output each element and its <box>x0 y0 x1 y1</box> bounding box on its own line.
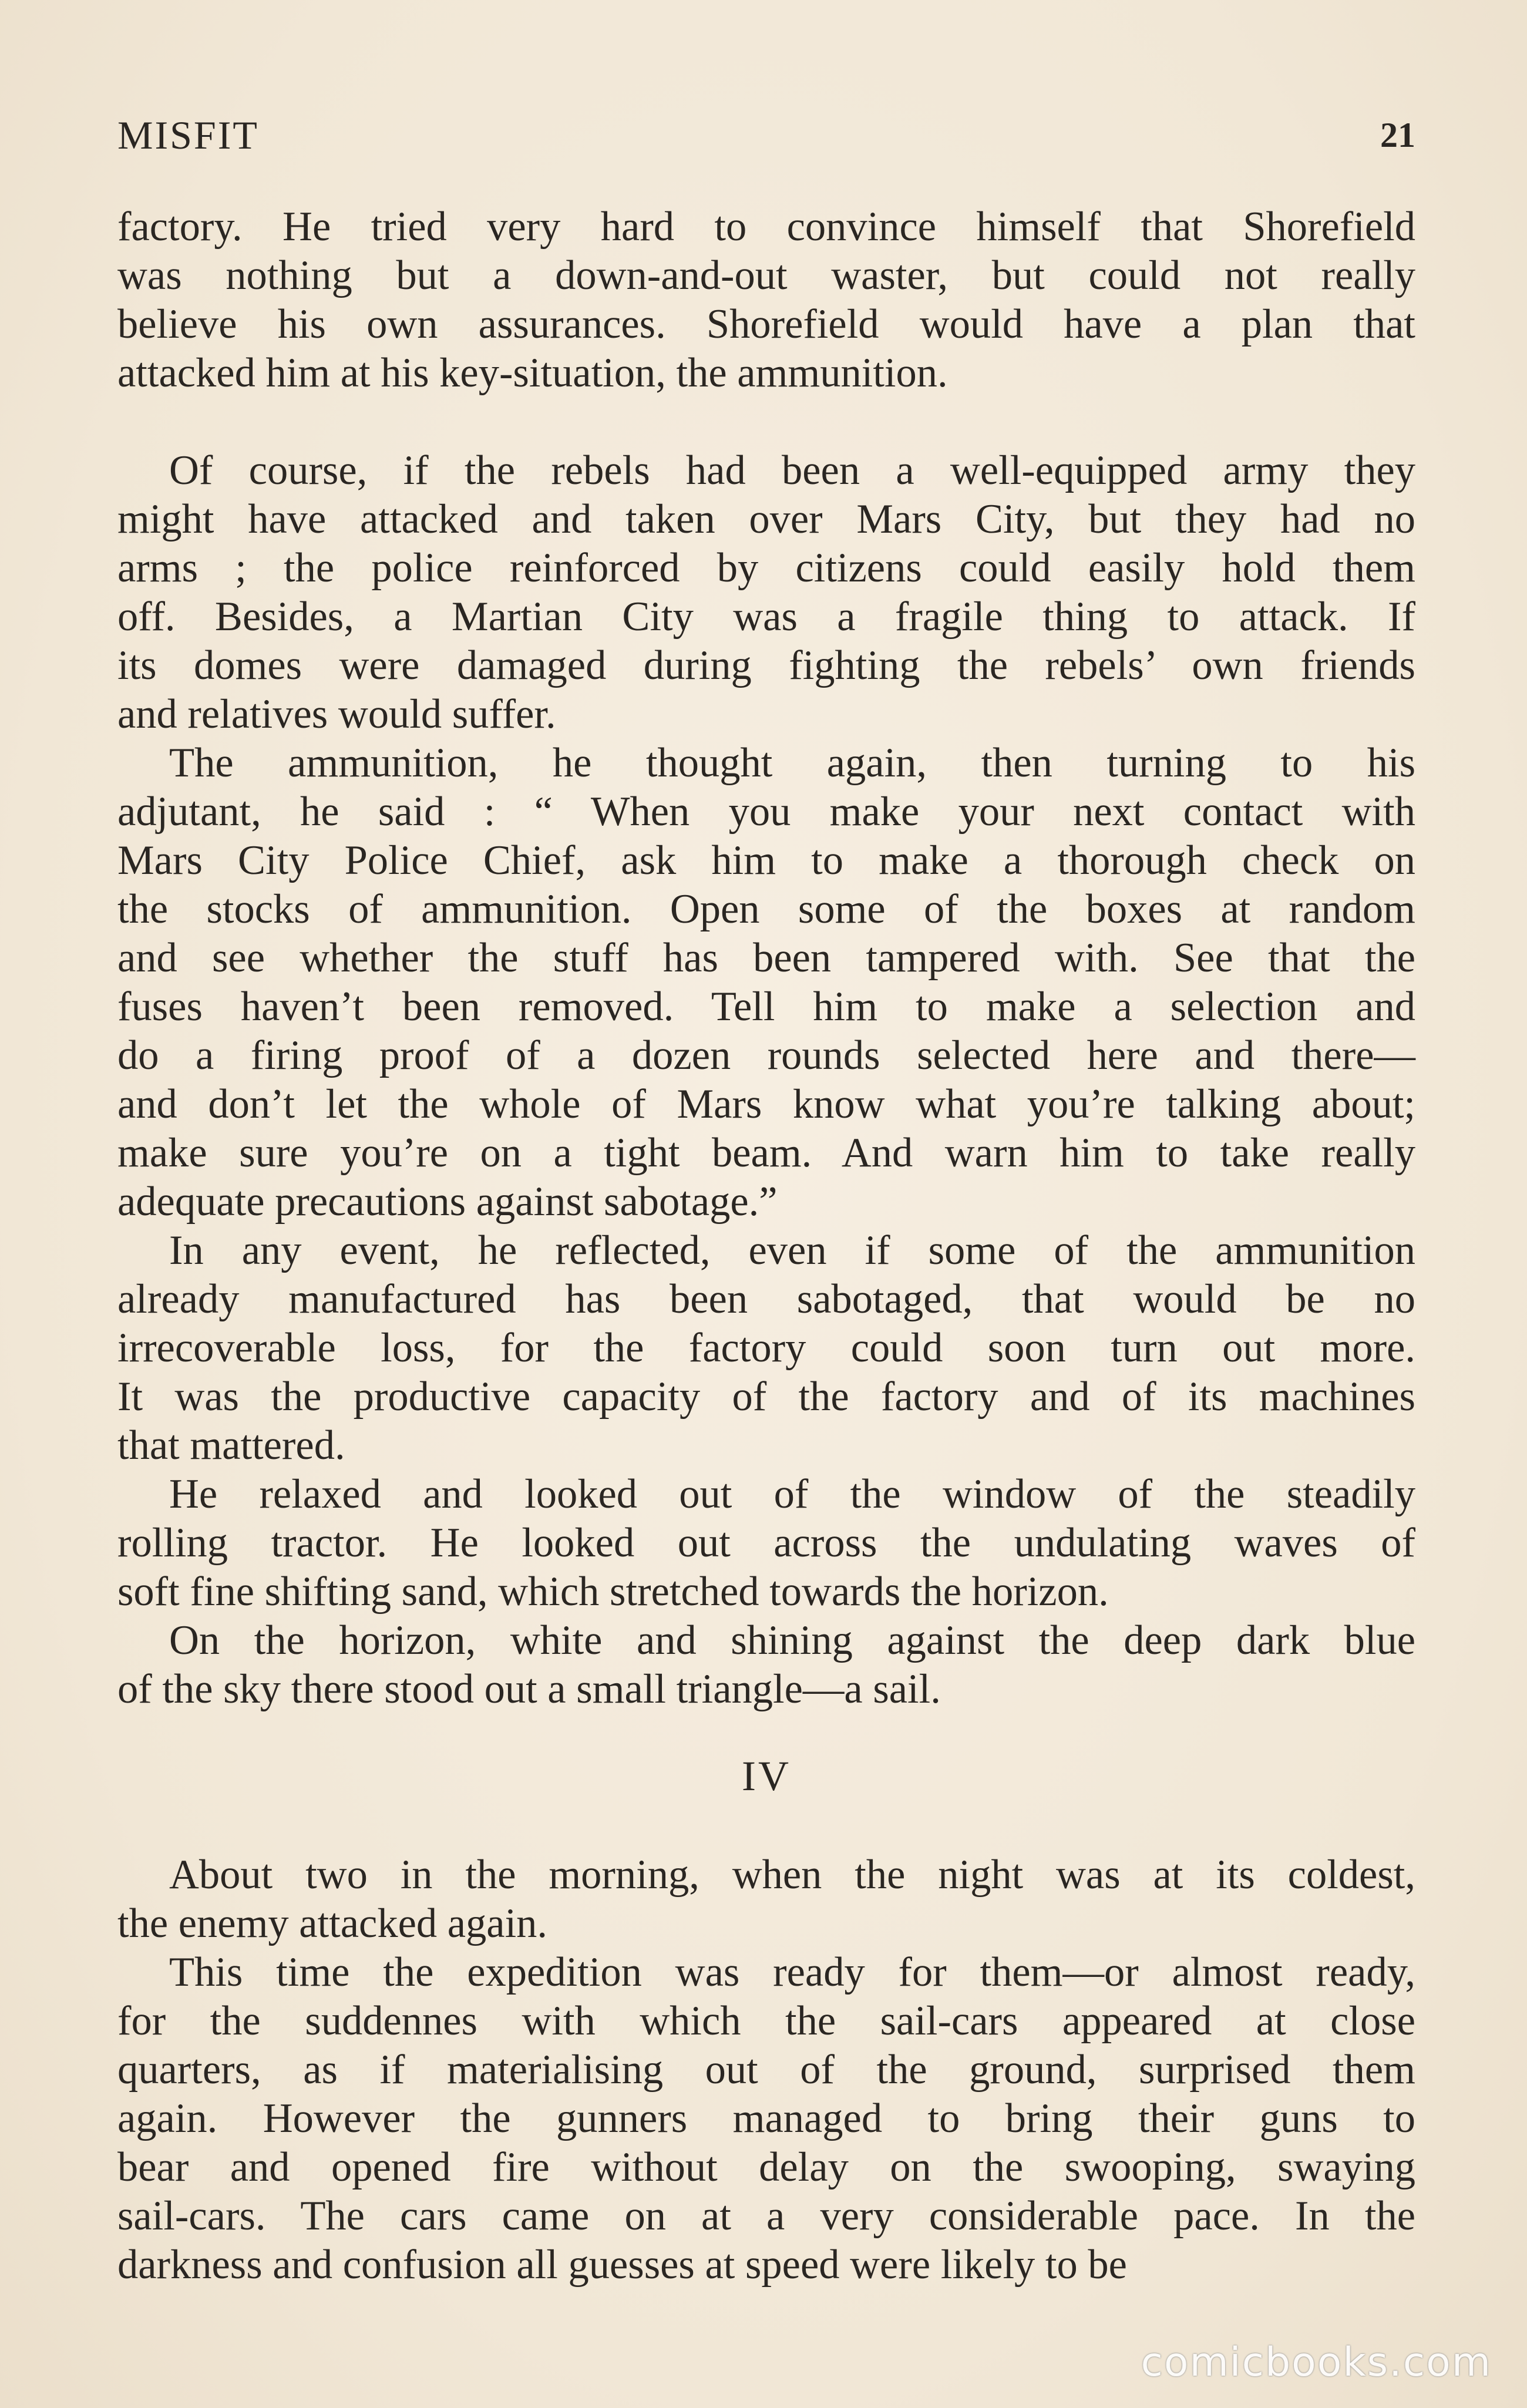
text-line: and relatives would suffer. <box>117 691 556 737</box>
running-header <box>117 103 1415 167</box>
text-line: This time the expedition was ready for them—or almost ready, <box>169 1949 1415 1995</box>
text-line: irrecoverable loss, for the factory could soon turn out more. <box>117 1325 1415 1371</box>
text-line: of the sky there stood out a small triangle—a sail. <box>117 1666 941 1712</box>
text-line: fuses haven’t been removed. Tell him to make a selection and <box>117 984 1415 1030</box>
paragraph <box>117 1851 1415 1948</box>
page-number: 21 <box>1380 116 1415 154</box>
text-line: He relaxed and looked out of the window of the steadily <box>169 1471 1415 1517</box>
text-line: arms ; the police reinforced by citizens could easily hold them <box>117 545 1415 591</box>
text-line: already manufactured has been sabotaged, that would be no <box>117 1276 1415 1322</box>
text-line: that mattered. <box>117 1422 345 1468</box>
paragraph <box>117 203 1415 398</box>
text-line: On the horizon, white and shining against the deep dark blue <box>169 1617 1415 1663</box>
text-line: rolling tractor. He looked out across the undulating waves of <box>117 1520 1415 1566</box>
section-body <box>117 203 1415 1714</box>
text-line: and don’t let the whole of Mars know what you’re talking about; <box>117 1081 1415 1127</box>
text-line: might have attacked and taken over Mars City, but they had no <box>117 496 1415 542</box>
text-line: was nothing but a down-and-out waster, but could not really <box>117 253 1415 298</box>
paragraph <box>117 1470 1415 1616</box>
text-line: its domes were damaged during fighting the rebels’ own friends <box>117 643 1415 688</box>
text-line: soft fine shifting sand, which stretched towards the horizon. <box>117 1569 1109 1615</box>
chapter-body <box>117 1851 1415 2289</box>
running-title: MISFIT <box>117 113 259 157</box>
text-line: and see whether the stuff has been tampered with. See that the <box>117 935 1415 981</box>
text-line: do a firing proof of a dozen rounds selected here and there— <box>117 1033 1415 1078</box>
text-line: the stocks of ammunition. Open some of the boxes at random <box>117 886 1415 932</box>
text-line: sail-cars. The cars came on at a very considerable pace. In the <box>117 2193 1415 2239</box>
text-line: In any event, he reflected, even if some of the ammunition <box>169 1227 1415 1273</box>
text-line: again. However the gunners managed to bring their guns to <box>117 2096 1415 2141</box>
paragraph <box>117 739 1415 1226</box>
text-line: It was the productive capacity of the factory and of its machines <box>117 1374 1415 1420</box>
text-line: adjutant, he said : “ When you make your next contact with <box>117 789 1415 835</box>
text-line: bear and opened fire without delay on the swooping, swaying <box>117 2144 1415 2190</box>
paragraph <box>117 1226 1415 1470</box>
chapter-heading: IV <box>742 1753 791 1800</box>
watermark-text: comicbooks.com <box>1141 2339 1492 2386</box>
text-line: The ammunition, he thought again, then turning to his <box>169 740 1415 786</box>
paragraph <box>117 1616 1415 1714</box>
text-line: adequate precautions against sabotage.” <box>117 1179 778 1225</box>
text-line: darkness and confusion all guesses at speed were likely to be <box>117 2242 1127 2288</box>
paragraph <box>117 1948 1415 2289</box>
text-line: off. Besides, a Martian City was a fragile thing to attack. If <box>117 594 1415 640</box>
text-line: make sure you’re on a tight beam. And warn him to take really <box>117 1130 1415 1176</box>
body-text <box>117 203 1415 2289</box>
text-line: the enemy attacked again. <box>117 1901 548 1946</box>
text-line: attacked him at his key-situation, the ammunition. <box>117 350 948 396</box>
text-line: Mars City Police Chief, ask him to make a thorough check on <box>117 838 1415 883</box>
text-line: quarters, as if materialising out of the ground, surprised them <box>117 2047 1415 2093</box>
text-line: About two in the morning, when the night was at its coldest, <box>169 1852 1415 1898</box>
text-line: factory. He tried very hard to convince himself that Shorefield <box>117 204 1415 250</box>
paragraph <box>117 446 1415 739</box>
text-line: believe his own assurances. Shorefield would have a plan that <box>117 301 1415 347</box>
text-line: for the suddennes with which the sail-cars appeared at close <box>117 1998 1415 2044</box>
text-line: Of course, if the rebels had been a well-equipped army they <box>169 448 1415 493</box>
